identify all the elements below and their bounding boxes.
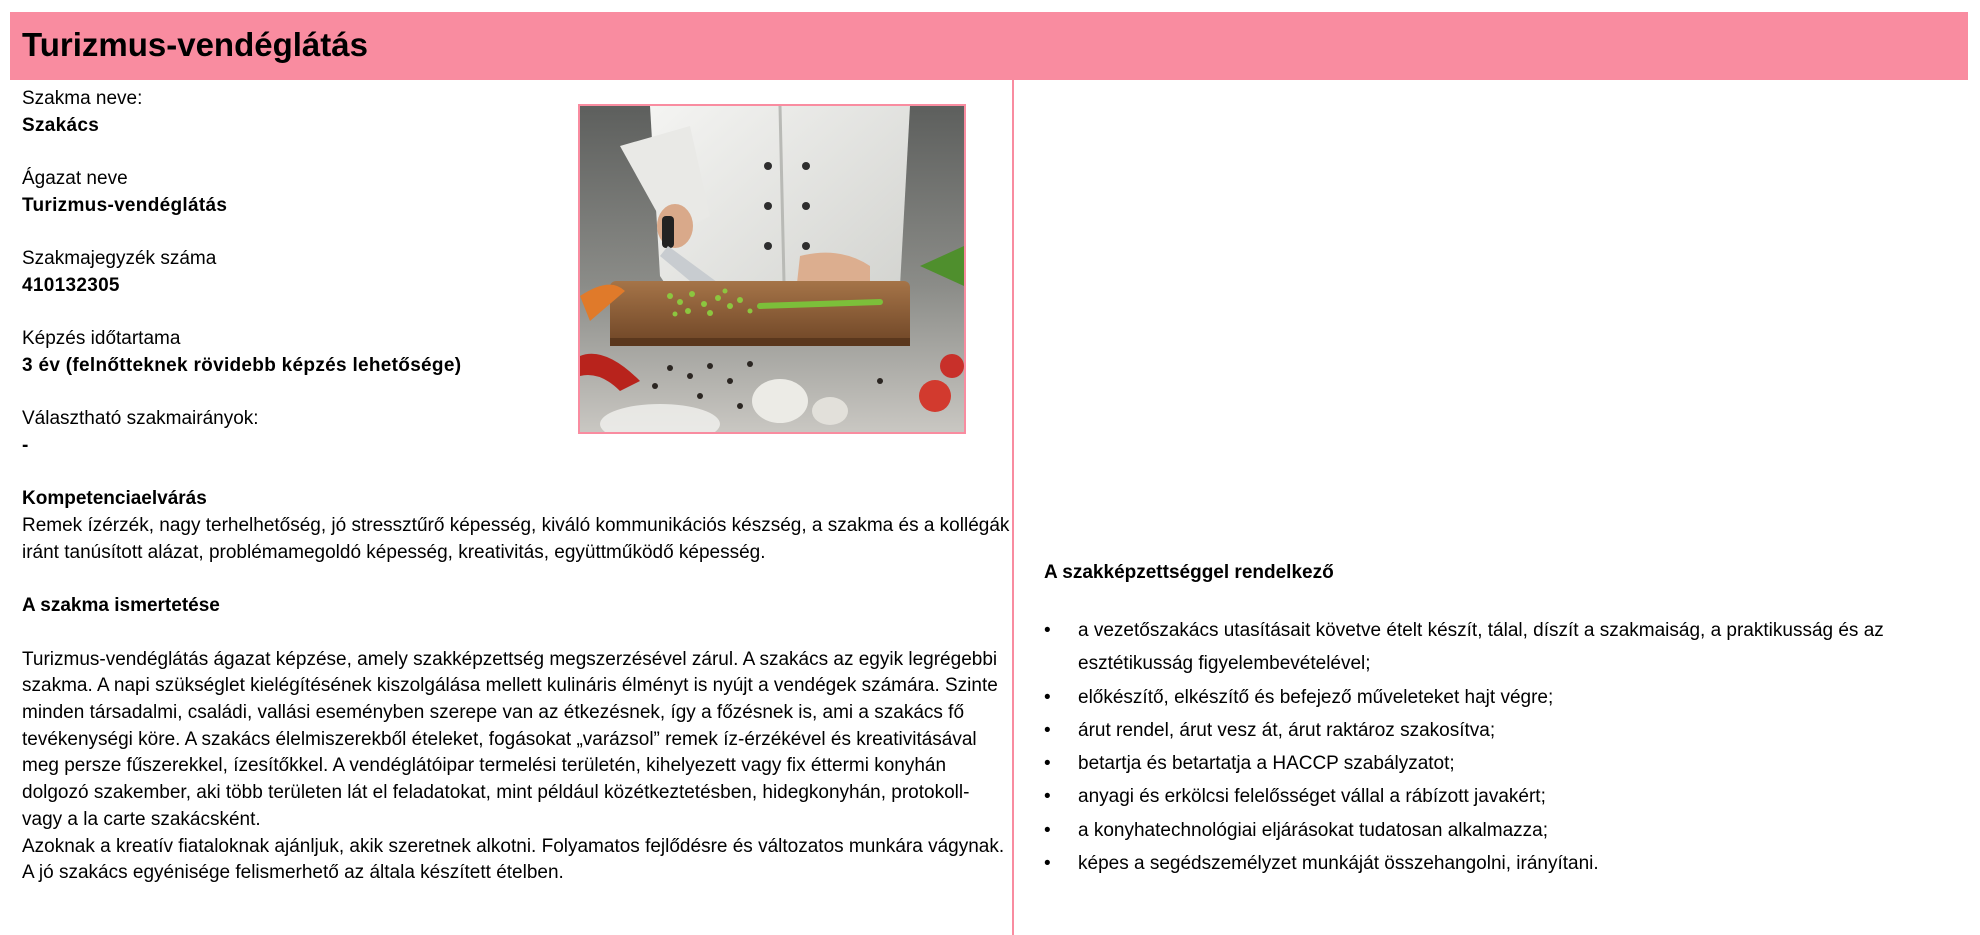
- list-item-text: a vezetőszakács utasításait követve ételt készít, tálal, díszít a szakmaiság, a praktikusság és az esztétikusság figyelembevételével;: [1078, 620, 1884, 675]
- registry-number-value: 410132305: [22, 274, 120, 296]
- qualified-title: A szakképzettséggel rendelkező: [1044, 562, 1334, 583]
- registry-number-label: Szakmajegyzék száma: [22, 248, 217, 270]
- header-bar: [10, 12, 1968, 80]
- list-item: [1044, 814, 1964, 847]
- list-item-text: anyagi és erkölcsi felelősséget vállal a rábízott javakért;: [1078, 786, 1546, 808]
- list-item-text: árut rendel, árut vesz át, árut raktároz szakosítva;: [1078, 719, 1496, 741]
- profession-name-value: Szakács: [22, 114, 100, 136]
- description-title: A szakma ismertetése: [22, 595, 220, 617]
- profession-name-label: Szakma neve:: [22, 88, 143, 109]
- chef-cutting-vegetables-illustration: [580, 106, 964, 432]
- list-item-text: képes a segédszemélyzet munkáját összehangolni, irányítani.: [1078, 853, 1599, 875]
- list-item-text: betartja és betartatja a HACCP szabályzatot;: [1078, 753, 1455, 775]
- bullet-icon: •: [1044, 620, 1051, 641]
- competence-title: Kompetenciaelvárás: [22, 488, 207, 510]
- page-title: Turizmus-vendéglátás: [22, 26, 368, 63]
- column-divider: [1012, 80, 1014, 935]
- competence-text: Remek ízérzék, nagy terhelhetőség, jó stressztűrő képesség, kiváló kommunikációs készség, a szakma és a kollégák iránt tanúsított alázat, problémamegoldó képesség, kreativitás, együttműködő képesség.: [22, 515, 1010, 563]
- bullet-icon: •: [1044, 719, 1051, 741]
- bullet-icon: •: [1044, 819, 1051, 841]
- sector-label: Ágazat neve: [22, 168, 128, 190]
- sector-value: Turizmus-vendéglátás: [22, 194, 228, 216]
- specializations-label: Választható szakmairányok:: [22, 408, 259, 430]
- list-item: [1044, 747, 1964, 780]
- list-item: [1044, 780, 1964, 813]
- list-item: [1044, 681, 1964, 714]
- bullet-icon: •: [1044, 853, 1051, 875]
- bullet-icon: •: [1044, 786, 1051, 808]
- right-column: [1044, 560, 1964, 880]
- list-item: [1044, 714, 1964, 747]
- list-item: [1044, 847, 1964, 880]
- training-duration-label: Képzés időtartama: [22, 328, 181, 350]
- chef-photo: [578, 104, 966, 434]
- list-item-text: előkészítő, elkészítő és befejező műveleteket hajt végre;: [1078, 686, 1554, 708]
- list-item-text: a konyhatechnológiai eljárásokat tudatosan alkalmazza;: [1078, 819, 1549, 841]
- bullet-icon: •: [1044, 753, 1051, 775]
- training-duration-value: 3 év (felnőtteknek rövidebb képzés lehetősége): [22, 354, 462, 376]
- list-item: [1044, 614, 1964, 681]
- bullet-icon: •: [1044, 686, 1051, 708]
- description-paragraph-2: Azoknak a kreatív fiataloknak ajánljuk, akik szeretnek alkotni. Folyamatos fejlődésre és változatos munkára vágynak. A jó szakács egyénisége felismerhető az általa készített ételben.: [22, 835, 1005, 884]
- description-paragraph-1: Turizmus-vendéglátás ágazat képzése, amely szakképzettség megszerzésével zárul. A szakács az egyik legrégebbi szakma. A napi szükséglet kielégítésének kiszolgálása mellett kulináris élményt is nyújt a vendégek számára. Szinte minden társadalmi, családi, vallási eseményben szerepe van az étkezésnek, így a főzésnek is, ami a szakács fő tevékenységi köre. A szakács élelmiszerekből ételeket, fogásokat „varázsol” remek íz-érzékével és kreativitásával meg persze fűszerekkel, ízesítőkkel. A vendéglátóipar termelési területén, kihelyezett vagy fix éttermi konyhán dolgozó szakember, aki több területen lát el feladatokat, mint például közétkeztetésben, hidegkonyhán, protokoll- vagy a la carte szakácsként.: [22, 648, 998, 830]
- qualified-list: [1044, 614, 1964, 880]
- specializations-value: -: [22, 435, 29, 457]
